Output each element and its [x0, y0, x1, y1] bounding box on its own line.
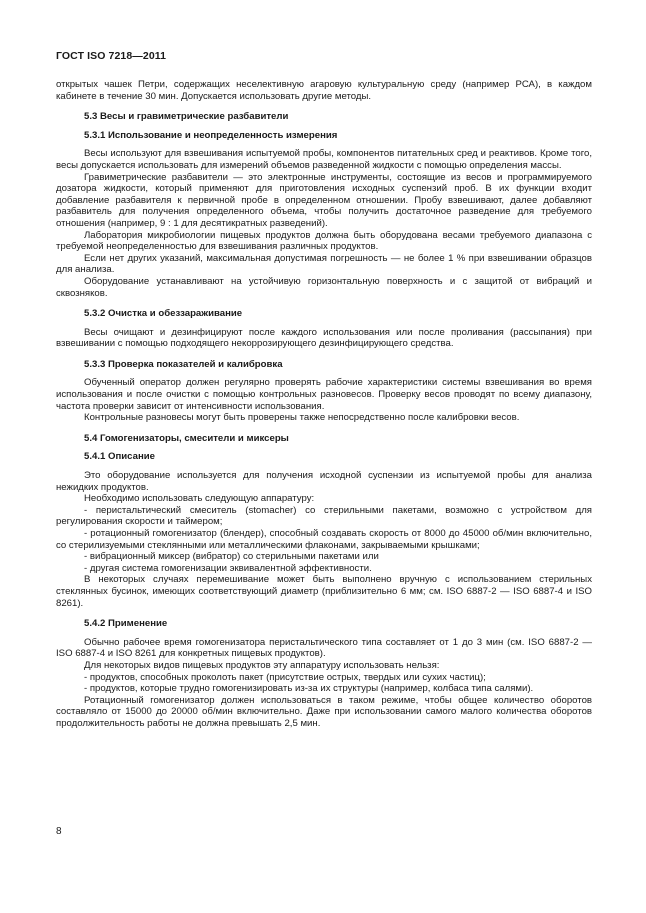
paragraph: Обычно рабочее время гомогенизатора перистальтического типа составляет от 1 до 3 мин (см. ISO 6887-2 — ISO 6887-4 и ISO 8261 для конкретных пищевых продуктов). — [56, 636, 592, 660]
list-item: - другая система гомогенизации эквивалентной эффективности. — [84, 562, 372, 574]
section-heading-5-3: 5.3 Весы и гравиметрические разбавители — [84, 111, 289, 123]
paragraph: Контрольные разновесы могут быть проверены также непосредственно после калибровки весов. — [84, 412, 520, 424]
paragraph: Оборудование устанавливают на устойчивую горизонтальную поверхность и с защитой от вибраций и сквозняков. — [56, 275, 592, 299]
list-item: - продуктов, которые трудно гомогенизировать из-за их структуры (например, колбаса типа салями). — [84, 683, 534, 695]
paragraph: Лаборатория микробиологии пищевых продуктов должна быть оборудована весами требуемого диапазона с требуемой неопределенностью для взвешивания различных продуктов. — [56, 229, 592, 253]
document-body — [56, 79, 592, 730]
paragraph: В некоторых случаях перемешивание может быть выполнено вручную с использованием стерильных стеклянных бусинок, имеющих соответствующий диаметр (приблизительно 6 мм; см. ISO 6887-2 — ISO 6887-4 и ISO 8261). — [56, 574, 592, 609]
paragraph: Необходимо использовать следующую аппаратуру: — [84, 493, 315, 505]
paragraph: Ротационный гомогенизатор должен использоваться в таком режиме, чтобы общее количество оборотов составляло от 15000 до 20000 об/мин включительно. Даже при использовании самого малого количества оборотов продолжительность работы не должна превышать 2,5 мин. — [56, 694, 592, 729]
page-number: 8 — [56, 826, 62, 837]
paragraph: Обученный оператор должен регулярно проверять рабочие характеристики системы взвешивания во время использования и после очистки с помощью контрольных разновесов. Проверку весов проводят по всему диапазону, частота проверки зависит от интенсивности использования. — [56, 377, 592, 412]
paragraph: Весы используют для взвешивания испытуемой пробы, компонентов питательных сред и реактивов. Кроме того, весы допускается использовать для измерений объемов разведенной жидкости с помощью определения массы. — [56, 148, 592, 171]
paragraph-intro: открытых чашек Петри, содержащих неселективную агаровую культуральную среду (например РСА), в каждом кабинете в течение 30 мин. Допускается использовать другие методы. — [56, 79, 592, 102]
paragraph: Если нет других указаний, максимальная допустимая погрешность — не более 1 % при взвешивании образцов для анализа. — [56, 252, 592, 276]
paragraph: Для некоторых видов пищевых продуктов эту аппаратуру использовать нельзя: — [84, 659, 440, 671]
section-heading-5-4-1: 5.4.1 Описание — [84, 451, 155, 463]
section-heading-5-3-1: 5.3.1 Использование и неопределенность измерения — [84, 129, 338, 141]
list-item: - ротационный гомогенизатор (блендер), способный создавать скорость от 8000 до 45000 об/мин включительно, со стерилизуемыми стеклянными или металлическими флаконами, закрываемыми крышками; — [56, 528, 592, 551]
section-heading-5-4-2: 5.4.2 Применение — [84, 618, 168, 630]
paragraph: Весы очищают и дезинфицируют после каждого использования или после проливания (рассыпания) при взвешивании с помощью подходящего некоррозирующего дезинфицирующего средства. — [56, 326, 592, 350]
list-item: - перистальтический смеситель (stomacher) со стерильными пакетами, возможно с устройством для регулирования скорости и таймером; — [56, 504, 592, 528]
list-item: - вибрационный миксер (вибратор) со стерильными пакетами или — [84, 551, 379, 563]
document-header: ГОСТ ISO 7218—2011 — [56, 50, 167, 62]
section-heading-5-3-3: 5.3.3 Проверка показателей и калибровка — [84, 358, 283, 370]
paragraph: Гравиметрические разбавители — это электронные инструменты, состоящие из весов и программируемого дозатора жидкости, который применяют для приготовления исходных суспензий проб. В их функции входит добавление разбавителя к первичной пробе в определенном отношении. Пробу взвешивают, далее добавляют разбавитель для получения определенного объема, чтобы получить достаточное разведение для требуемого отношения (например, 9 : 1 для десятикратных разведений). — [56, 171, 592, 229]
paragraph: Это оборудование используется для получения исходной суспензии из испытуемой пробы для анализа нежидких продуктов. — [56, 470, 592, 493]
section-heading-5-4: 5.4 Гомогенизаторы, смесители и миксеры — [84, 432, 289, 444]
section-heading-5-3-2: 5.3.2 Очистка и обеззараживание — [84, 308, 243, 320]
list-item: - продуктов, способных проколоть пакет (присутствие острых, твердых или сухих частиц); — [84, 671, 486, 683]
